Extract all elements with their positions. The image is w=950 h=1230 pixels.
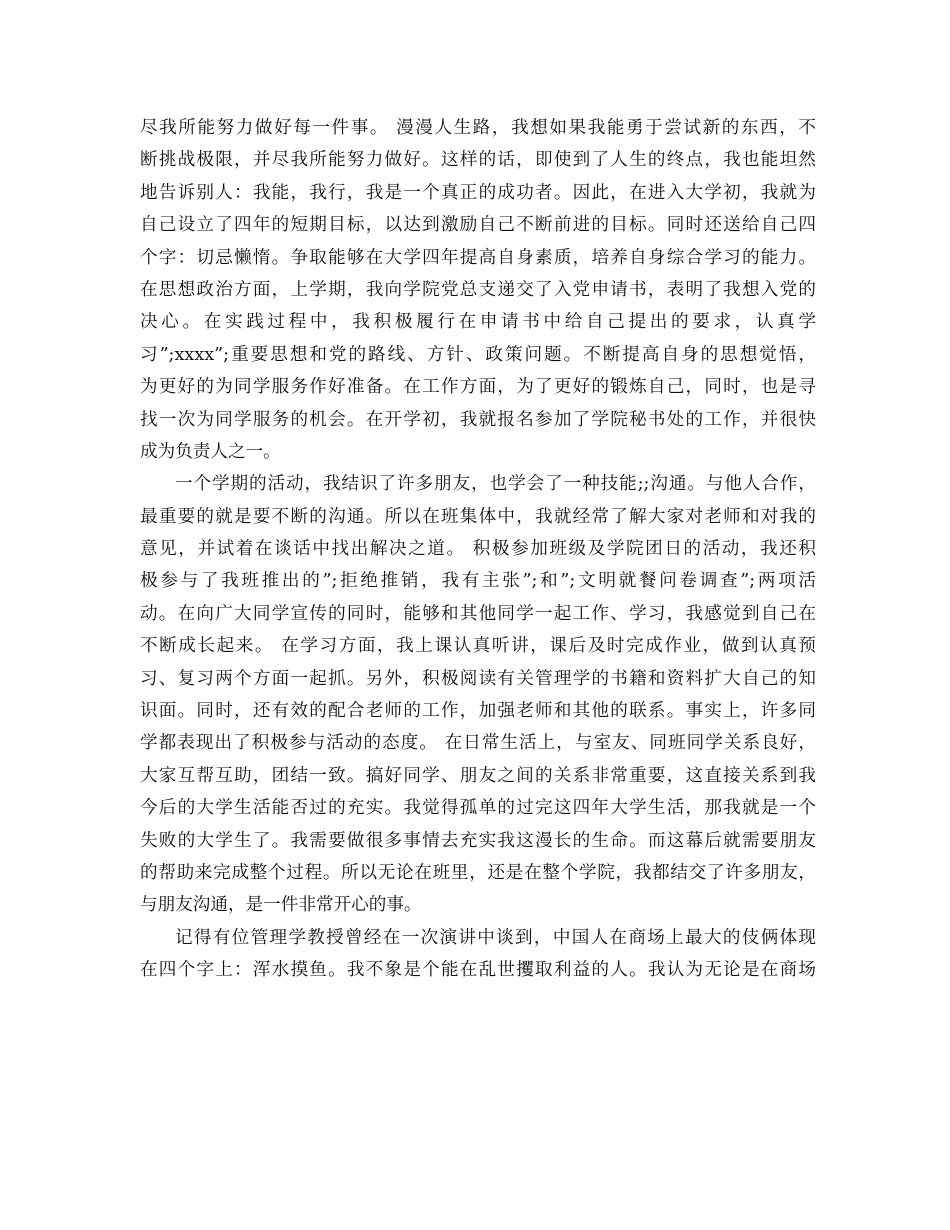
text-line: 地告诉别人：我能，我行，我是一个真正的成功者。因此，在进入大学初，我就为 xyxy=(140,182,816,203)
text-line: 尽我所能努力做好每一件事。 漫漫人生路，我想如果我能勇于尝试新的东西，不 xyxy=(140,118,816,138)
text-line: 个字：切忌懒惰。争取能够在大学四年提高自身素质，培养自身综合学习的能力。 xyxy=(140,247,816,268)
text-line: 在思想政治方面，上学期，我向学院党总支递交了入党申请书，表明了我想入党的 xyxy=(140,279,816,300)
text-line: 成为负责人之一。 xyxy=(140,441,281,462)
text-line: 为更好的为同学服务作好准备。在工作方面，为了更好的锻炼自己，同时，也是寻 xyxy=(140,377,816,398)
text-line: 习”;xxxx”;重要思想和党的路线、方针、政策问题。不断提高自身的思想觉悟， xyxy=(140,344,816,365)
text-line: 失败的大学生了。我需要做很多事情去充实我这漫长的生命。而这幕后就需要朋友 xyxy=(140,830,816,851)
text-line: 决心。在实践过程中，我积极履行在申请书中给自己提出的要求，认真学 xyxy=(140,312,816,333)
text-line: 动。在向广大同学宣传的同时，能够和其他同学一起工作、学习，我感觉到自己在 xyxy=(140,603,816,624)
text-line: 一个学期的活动，我结识了许多朋友，也学会了一种技能;;沟通。与他人合作， xyxy=(175,474,816,495)
text-line: 断挑战极限，并尽我所能努力做好。这样的话，即使到了人生的终点，我也能坦然 xyxy=(140,150,816,171)
text-line: 自己设立了四年的短期目标，以达到激励自己不断前进的目标。同时还送给自己四 xyxy=(140,215,816,236)
text-line: 最重要的就是要不断的沟通。所以在班集体中，我就经常了解大家对老师和对我的 xyxy=(140,506,816,527)
text-line: 找一次为同学服务的机会。在开学初，我就报名参加了学院秘书处的工作，并很快 xyxy=(140,409,816,430)
text-line: 在四个字上：浑水摸鱼。我不象是个能在乱世攫取利益的人。我认为无论是在商场 xyxy=(140,960,816,981)
text-line: 与朋友沟通，是一件非常开心的事。 xyxy=(140,895,422,916)
text-line: 极参与了我班推出的”;拒绝推销，我有主张”;和”;文明就餐问卷调查”;两项活 xyxy=(140,571,816,592)
text-line: 记得有位管理学教授曾经在一次演讲中谈到，中国人在商场上最大的伎俩体现 xyxy=(175,927,816,948)
text-line: 今后的大学生活能否过的充实。我觉得孤单的过完这四年大学生活，那我就是一个 xyxy=(140,798,816,819)
text-line: 不断成长起来。 在学习方面，我上课认真听讲，课后及时完成作业，做到认真预 xyxy=(140,636,816,657)
text-line: 识面。同时，还有效的配合老师的工作，加强老师和其他的联系。事实上，许多同 xyxy=(140,701,816,722)
text-line: 学都表现出了积极参与活动的态度。 在日常生活上，与室友、同班同学关系良好， xyxy=(140,733,816,754)
text-line: 的帮助来完成整个过程。所以无论在班里，还是在整个学院，我都结交了许多朋友， xyxy=(140,862,816,883)
document-body xyxy=(140,112,816,987)
text-line: 大家互帮互助，团结一致。搞好同学、朋友之间的关系非常重要，这直接关系到我 xyxy=(140,765,816,786)
text-line: 习、复习两个方面一起抓。另外，积极阅读有关管理学的书籍和资料扩大自己的知 xyxy=(140,668,816,689)
text-line: 意见，并试着在谈话中找出解决之道。 积极参加班级及学院团日的活动，我还积 xyxy=(140,539,816,560)
